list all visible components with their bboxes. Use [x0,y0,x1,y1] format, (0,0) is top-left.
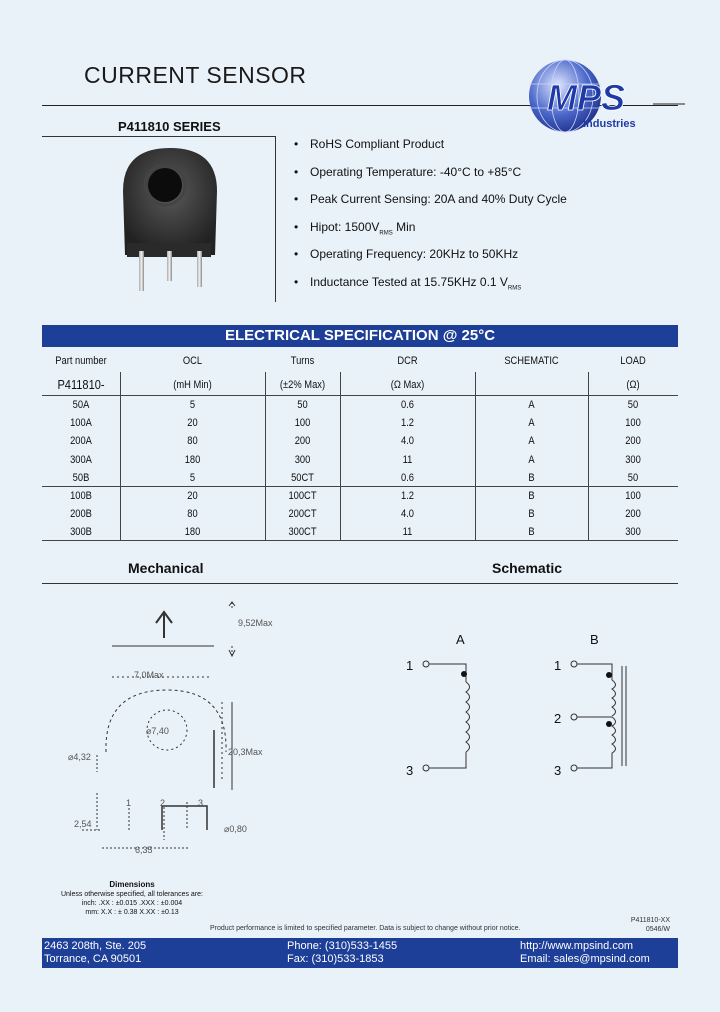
pin-label: 1 [406,658,414,673]
phone-text: Phone: (310)533-1455 [287,940,398,952]
mps-logo [525,58,685,136]
table-row [42,414,678,432]
pin-label: 1 [126,798,132,808]
col-header: SCHEMATIC [504,355,559,367]
section-rule [42,583,678,584]
feature-item: • Hipot: $1500V_{RMS}$ Min [290,220,567,248]
table-col-rule [340,372,341,540]
table-col-rule [475,372,476,540]
col-unit: (±2% Max) [279,379,326,391]
photo-divider [275,136,276,302]
table-col-rule [588,372,589,540]
table-cell: A [528,417,535,430]
table-cell: B [528,471,535,484]
col-unit: (Ω) [626,379,640,391]
table-cell: 20 [187,417,198,430]
table-cell: 300 [625,453,641,466]
table-cell: 200 [625,435,641,448]
pin-label: 3 [554,763,562,778]
col-header: OCL [182,355,203,367]
col-header: Part number [55,355,107,367]
dim-label: 20,3Max [228,747,263,757]
table-cell: B [528,508,535,521]
table-rule [42,540,678,541]
pin-label: 3 [198,798,204,808]
table-row [42,487,678,505]
table-cell: 300A [70,453,92,466]
logo-subtext: Industries [583,118,636,130]
table-cell: 50 [627,471,639,484]
footer-contact [42,938,678,968]
pin-label: 2 [160,798,166,808]
table-cell: 0.6 [400,471,414,484]
table-header-row [42,352,678,370]
table-cell: 300CT [288,526,317,539]
table-row [42,469,678,487]
table-cell: 200B [70,508,92,521]
table-cell: 80 [187,435,198,448]
series-title: P411810 SERIES [118,119,221,134]
schematic-title: Schematic [492,560,563,576]
pin-label: 1 [554,658,562,673]
dim-label: ⌀7,40 [146,726,169,736]
dim-label: ⌀4,32 [68,752,91,762]
table-cell: 50CT [291,471,314,484]
table-row [42,396,678,414]
table-cell: 100 [294,417,311,430]
table-cell: 50B [72,471,90,484]
dim-label: 9,52Max [238,618,273,628]
series-rule [42,136,275,137]
table-cell: 300B [70,526,92,539]
dimensions-note: Dimensions Unless otherwise specified, all tolerances are: inch: .XX : ±0.015 .XXX : ±0.004 mm: X.X : ± 0.38 X.XX : ±0.13 [60,880,203,916]
table-cell: 11 [402,453,413,466]
product-photo [115,143,225,293]
feature-list [290,137,567,302]
table-cell: 180 [184,526,201,539]
doc-reference: P411810-XX 0546/W [630,917,670,933]
col-unit [483,376,579,394]
table-cell: 5 [189,471,196,484]
table-cell: 300 [625,526,641,539]
table-row [42,505,678,523]
col-header: LOAD [620,355,646,367]
col-unit: (mH Min) [173,379,212,391]
table-cell: A [528,399,535,411]
table-rule [42,486,678,487]
table-cell: 100 [625,490,641,502]
table-cell: 200 [625,508,641,521]
table-row [42,432,678,450]
address-line: 2463 208th, Ste. 205 [44,940,147,952]
table-cell: 100B [70,490,92,502]
address-line: Torrance, CA 90501 [44,953,142,965]
table-cell: 4.0 [400,508,414,521]
fax-text: Fax: (310)533-1853 [287,953,384,965]
table-cell: 1.2 [400,417,414,430]
table-cell: B [528,490,535,502]
feature-item: • Inductance Tested at 15.75KHz 0.1 $V_{RMS}$ [290,275,567,303]
col-unit: P411810- [57,377,105,392]
table-cell: A [528,453,535,466]
table-cell: A [528,435,535,448]
table-units-row [42,376,678,394]
table-cell: 100A [70,417,92,430]
mechanical-title: Mechanical [128,560,204,576]
feature-item: • Operating Temperature: -40°C to +85°C [290,165,567,193]
table-cell: 50 [297,399,308,411]
mechanical-drawing [42,590,342,880]
disclaimer: Product performance is limited to specified parameter. Data is subject to change without prior notice. [210,925,521,932]
table-cell: 5 [189,399,196,411]
table-cell: 200CT [288,508,317,521]
schematic-label-b: B [590,632,599,647]
dim-label: 2,54 [74,819,92,829]
table-cell: 11 [402,526,413,539]
table-cell: 80 [187,508,198,521]
table-cell: 100CT [288,490,317,502]
email-link[interactable]: Email: sales@mpsind.com [520,953,650,965]
table-cell: B [528,526,535,539]
feature-item: • Operating Frequency: 20KHz to 50KHz [290,247,567,275]
table-cell: 50 [627,399,639,411]
dim-label: ⌀0,80 [224,824,247,834]
feature-item: • Peak Current Sensing: 20A and 40% Duty Cycle [290,192,567,220]
table-cell: 100 [625,417,641,430]
logo-text: MPS [547,77,626,118]
spec-title: ELECTRICAL SPECIFICATION @ 25°C [42,325,678,347]
website-link[interactable]: http://www.mpsind.com [520,940,634,952]
table-cell: 180 [184,453,201,466]
pin-label: 2 [554,711,562,726]
table-col-rule [120,372,121,540]
table-cell: 300 [294,453,311,466]
dim-label: 7,0Max [134,670,164,680]
dim-label: 6,35 [135,845,153,855]
table-cell: 200A [70,435,92,448]
col-header: Turns [290,355,315,367]
page-title: CURRENT SENSOR [84,62,307,88]
table-cell: 20 [187,490,198,502]
table-rule [42,395,678,396]
table-cell: 4.0 [400,435,414,448]
table-cell: 50A [72,399,90,411]
table-cell: 200 [294,435,311,448]
pin-label: 3 [406,763,414,778]
col-unit: (Ω Max) [390,379,425,391]
table-cell: 1.2 [400,490,414,502]
table-row [42,523,678,541]
table-cell: 0.6 [400,399,414,411]
table-row [42,451,678,469]
col-header: DCR [397,355,418,367]
schematic-drawing [380,620,680,790]
feature-item: • RoHS Compliant Product [290,137,567,165]
table-col-rule [265,372,266,540]
schematic-label-a: A [456,632,465,647]
